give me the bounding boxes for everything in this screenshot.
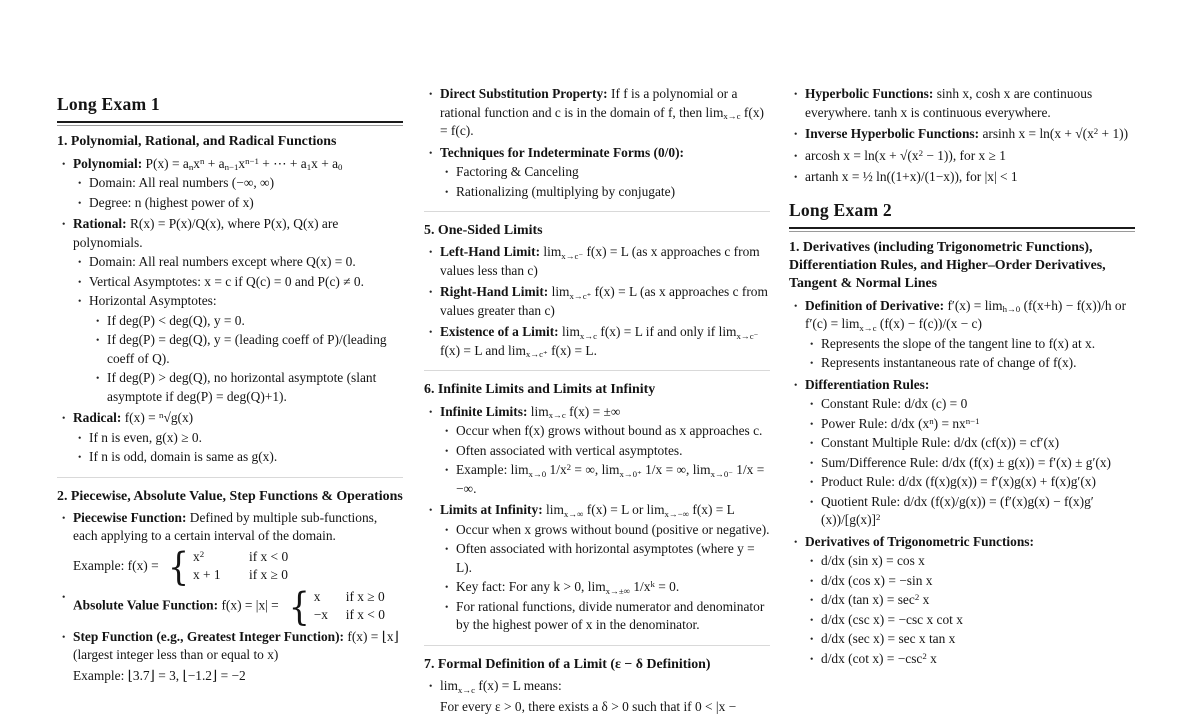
bullet-body: Often associated with horizontal asymptotes (where y = L). (456, 541, 755, 575)
bullet-body: Domain: All real numbers except where Q(x) = 0. (89, 254, 356, 270)
bullet-text (89, 253, 403, 272)
bullet-body: If n is odd, domain is same as g(x). (89, 449, 278, 465)
bullet-icon (429, 323, 440, 360)
case-expression: x + 1 (192, 567, 221, 583)
bullet-body: If deg(P) < deg(Q), y = 0. (107, 312, 245, 328)
bullet-body: Example: $\lim_{x\to 0} 1/x^2$ = ∞, $\lim_{x\to 0^+} 1/x$ = ∞, $\lim_{x\to 0^-} 1/x$ = −∞. (456, 462, 765, 496)
text-line: Example: ⌊3.7⌋ = 3, ⌊−1.2⌋ = −2 (73, 667, 246, 683)
bullet-body: Occur when x grows without bound (positive or negative). (456, 521, 770, 537)
bullet-text (456, 183, 770, 202)
bullet-body: Sum/Difference Rule: d/dx (f(x) ± g(x)) = f′(x) ± g′(x) (821, 454, 1112, 470)
bullet-icon (62, 588, 73, 625)
bullet-text (821, 650, 1135, 669)
bullet-icon (810, 415, 821, 434)
bullet-icon (429, 283, 440, 320)
bullet-body: For rational functions, divide numerator and denominator by the highest power of x in the denominator. (456, 598, 765, 633)
bullet-text (456, 163, 770, 182)
bullet-item (789, 473, 1135, 492)
bullet-item (789, 335, 1135, 354)
bullet-text (805, 125, 1135, 144)
bullet-text (821, 354, 1135, 373)
bullet-item (57, 273, 403, 292)
bullet-item (424, 283, 770, 320)
bullet-text (821, 611, 1135, 630)
bullet-text (456, 598, 770, 635)
bullet-item (57, 448, 403, 467)
bullet-icon (62, 155, 73, 174)
bullet-body: $\lim_{x\to c^+} f(x) = L$ (as x approaches c from values greater than c) (440, 284, 768, 318)
bullet-icon (445, 461, 456, 498)
section-divider (424, 370, 770, 371)
bullet-text (440, 677, 770, 696)
bullet-text (440, 501, 770, 520)
bullet-body: d/dx (cos x) = −sin x (821, 572, 933, 588)
bullet-lead: Left-Hand Limit: (440, 244, 541, 260)
bullet-text (805, 533, 1135, 552)
bullet-text (440, 85, 770, 141)
bullet-text (89, 194, 403, 213)
bullet-text (805, 85, 1135, 122)
bullet-item (789, 395, 1135, 414)
bullet-body: Often associated with vertical asymptotes. (456, 442, 683, 458)
bullet-lead: Derivatives of Trigonometric Functions: (805, 533, 1034, 549)
section-title: 5. One-Sided Limits (424, 223, 543, 238)
bullet-text (107, 369, 403, 406)
bullet-lead: Absolute Value Function: (73, 597, 219, 613)
bullet-body: If f is a polynomial or a rational function and c is in the domain of f, then $\lim_{x\to c} f(x) = f(c)$. (440, 86, 764, 138)
bullet-item (789, 85, 1135, 122)
bullet-text (89, 448, 403, 467)
bullet-body: Occur when f(x) grows without bound as x approaches c. (456, 423, 763, 439)
bullet-item (424, 461, 770, 498)
bullet-lead: Differentiation Rules: (805, 376, 930, 392)
bullet-body: If deg(P) = deg(Q), y = (leading coeff of P)/(leading coeff of Q). (107, 332, 387, 366)
bullet-icon (810, 335, 821, 354)
bullet-text (456, 521, 770, 540)
bullet-body: $\lim_{x\to\infty} f(x) = L$ or $\lim_{x\to-\infty} f(x) = L$ (546, 502, 735, 519)
bullet-text (89, 429, 403, 448)
bullet-body: d/dx (tan $x) = \sec^2 x$ (821, 592, 930, 608)
case-expression: x (313, 588, 321, 604)
bullet-item (789, 434, 1135, 453)
bullet-icon (445, 163, 456, 182)
bullet-icon (810, 630, 821, 649)
bullet-item (57, 292, 403, 311)
bullet-icon (810, 493, 821, 530)
bullet-body: d/dx (cot $x) = -\csc^2$ x (821, 650, 937, 666)
bullet-icon (810, 572, 821, 591)
bullet-icon (429, 144, 440, 163)
bullet-text (73, 584, 403, 629)
bullet-body: R(x) = P(x)/Q(x), where P(x), Q(x) are polynomials. (73, 216, 339, 250)
bullet-body: Constant Rule: d/dx (c) = 0 (821, 396, 968, 412)
bullet-text (821, 335, 1135, 354)
case-row (193, 548, 288, 567)
bullet-item (57, 429, 403, 448)
bullet-item (789, 415, 1135, 434)
section-divider (57, 477, 403, 478)
case-condition: if x < 0 (248, 548, 289, 564)
bullet-body: Constant Multiple Rule: d/dx (cf(x)) = cf′(x) (821, 435, 1060, 451)
piecewise-cases (57, 544, 403, 589)
bullet-text (73, 628, 403, 665)
bullet-text (440, 403, 770, 422)
bullet-icon (445, 183, 456, 202)
bullet-icon (810, 611, 821, 630)
bullet-body: Represents the slope of the tangent line to f(x) at x. (821, 335, 1096, 351)
case-condition: if x ≥ 0 (248, 567, 288, 583)
bullet-text (89, 174, 403, 193)
bullet-item (57, 155, 403, 174)
left-brace-icon: { (288, 584, 310, 629)
bullet-icon (445, 540, 456, 577)
bullet-item (424, 521, 770, 540)
cases-intro: Example: f(x) = (73, 558, 162, 574)
bullet-text (821, 473, 1135, 492)
bullet-icon (794, 85, 805, 122)
bullet-item (424, 598, 770, 635)
bullet-item (424, 578, 770, 597)
bullet-lead: Inverse Hyperbolic Functions: (805, 126, 980, 141)
bullet-item (789, 125, 1135, 144)
bullet-item (57, 331, 403, 368)
bullet-body: Vertical Asymptotes: x = c if Q(c) = 0 and P(c) ≠ 0. (89, 273, 364, 289)
bullet-lead: Hyperbolic Functions: (805, 86, 934, 101)
bullet-text (805, 147, 1135, 166)
bullet-body: d/dx (csc x) = −csc x cot x (821, 611, 963, 627)
bullet-body: $f'(x) = \lim_{h\to 0} (f(x+h) - f(x))/h$ or $f'(c) = \lim_{x\to c} (f(x) - f(c))/(x - c)$ (805, 297, 1127, 333)
bullet-body: Rationalizing (multiplying by conjugate) (456, 183, 676, 199)
bullet-icon (445, 521, 456, 540)
bullet-body: $\lim_{x\to c} f(x) = L$ if and only if $\lim_{x\to c^-} f(x) = L$ and $\lim_{x\to c^+} f(x) = L$. (440, 324, 759, 360)
bullet-text (821, 493, 1135, 530)
bullet-icon (445, 442, 456, 461)
column-left (57, 82, 403, 685)
bullet-body: Represents instantaneous rate of change of f(x). (821, 355, 1077, 371)
bullet-icon (62, 215, 73, 252)
bullet-lead: Limits at Infinity: (440, 502, 543, 518)
bullet-text (805, 376, 1135, 395)
bullet-item (789, 147, 1135, 166)
bullet-lead: Rational: (73, 216, 127, 232)
bullet-item (789, 572, 1135, 591)
column-middle (424, 82, 770, 716)
bullet-body: Degree: n (highest power of x) (89, 194, 254, 210)
bullet-icon (794, 376, 805, 395)
bullet-item (57, 215, 403, 252)
bullet-body: f(x) = $^n$√g(x) (124, 410, 194, 426)
bullet-icon (96, 312, 107, 331)
bullet-icon (810, 454, 821, 473)
bullet-text (821, 630, 1135, 649)
bullet-body: $\lim_{x\to c} f(x) = L$ means: (440, 678, 562, 695)
bullet-body: Defined by multiple sub-functions, each applying to a certain interval of the domain. (73, 509, 378, 544)
bullet-lead: Definition of Derivative: (805, 297, 945, 313)
bullet-body: artanh x = ½ ln((1+x)/(1−x)), for |x| < 1 (805, 169, 1018, 184)
bullet-item (57, 409, 403, 428)
bullet-text (107, 331, 403, 368)
bullet-text (456, 540, 770, 577)
piecewise-cases (283, 584, 385, 629)
bullet-item (424, 183, 770, 202)
bullet-item (789, 493, 1135, 530)
bullet-icon (78, 273, 89, 292)
bullet-text (821, 591, 1135, 610)
bullet-item (424, 540, 770, 577)
bullet-icon (794, 125, 805, 144)
bullet-text (89, 273, 403, 292)
bullet-icon (810, 591, 821, 610)
bullet-item (789, 297, 1135, 334)
bullet-item (424, 422, 770, 441)
bullet-item (57, 369, 403, 406)
bullet-text (456, 461, 770, 498)
bullet-text (73, 215, 403, 252)
bullet-text (73, 509, 403, 546)
bullet-text (440, 323, 770, 360)
left-brace-icon: { (167, 544, 189, 589)
bullet-item (424, 163, 770, 182)
bullet-item (424, 403, 770, 422)
bullet-item (57, 628, 403, 665)
bullet-body: If n is even, g(x) ≥ 0. (89, 429, 202, 445)
section-title: 1. Derivatives (including Trigonometric Functions), Differentiation Rules, and Higher–Order Derivatives, Tangent & Normal Lines (789, 239, 1106, 292)
bullet-icon (794, 168, 805, 187)
bullet-text (821, 395, 1135, 414)
bullet-item (57, 253, 403, 272)
bullet-body: Product Rule: d/dx (f(x)g(x)) = f′(x)g(x) + f(x)g′(x) (821, 474, 1096, 490)
bullet-body: Horizontal Asymptotes: (89, 293, 217, 309)
bullet-item (789, 354, 1135, 373)
bullet-body: sinh x, cosh x are continuous everywhere. tanh x is continuous everywhere. (805, 86, 1093, 120)
bullet-lead: Techniques for Indeterminate Forms (0/0): (440, 144, 684, 160)
bullet-item (789, 533, 1135, 552)
bullet-icon (62, 409, 73, 428)
bullet-icon (810, 354, 821, 373)
bullet-item (424, 85, 770, 141)
bullet-lead: Radical: (73, 410, 122, 426)
bullet-item (424, 323, 770, 360)
bullet-body: $\lim_{x\to c} f(x)$ = ±∞ (530, 403, 621, 421)
text-line: For every ε > 0, there exists a δ > 0 such that if 0 < |x − (440, 698, 737, 714)
bullet-body: f(x) = |x| = (221, 597, 279, 613)
bullet-text (821, 415, 1135, 434)
column-right (789, 82, 1135, 668)
bullet-body: Power Rule: d/dx $(x^n) = nx^{n-1}$ (821, 415, 980, 431)
bullet-item (57, 312, 403, 331)
bullet-text (73, 409, 403, 428)
bullet-text (821, 434, 1135, 453)
bullet-icon (429, 403, 440, 422)
bullet-text (456, 442, 770, 461)
bullet-icon (78, 448, 89, 467)
bullet-item (789, 552, 1135, 571)
bullet-text (73, 155, 403, 174)
bullet-lead: Existence of a Limit: (440, 324, 559, 340)
bullet-body: Key fact: For any k > 0, $\lim_{x\to\pm\infty} 1/x^k = 0$. (456, 579, 680, 596)
bullet-icon (62, 509, 73, 546)
bullet-icon (445, 598, 456, 635)
bullet-item (789, 454, 1135, 473)
bullet-item (789, 591, 1135, 610)
bullet-text (821, 454, 1135, 473)
section-title: 2. Piecewise, Absolute Value, Step Functions & Operations (57, 488, 403, 504)
bullet-icon (794, 533, 805, 552)
bullet-icon (445, 422, 456, 441)
bullet-item (424, 501, 770, 520)
bullet-icon (810, 650, 821, 669)
bullet-text (440, 144, 770, 163)
section-divider (424, 645, 770, 646)
case-condition: if x < 0 (345, 607, 385, 623)
bullet-item (424, 677, 770, 696)
bullet-body: Quotient Rule: d/dx $(f(x)/g(x)) = (f'(x)g(x) - f(x)g'(x))/[g(x)]^2$ (821, 493, 1094, 528)
bullet-icon (78, 194, 89, 213)
bullet-item (57, 509, 403, 546)
bullet-icon (429, 501, 440, 520)
bullet-lead: Step Function (e.g., Greatest Integer Function): (73, 628, 345, 644)
bullet-item (789, 630, 1135, 649)
bullet-item (57, 584, 403, 629)
bullet-body: $\lim_{x\to c^-} f(x) = L$ (as x approaches c from values less than c) (440, 244, 760, 278)
bullet-body: If deg(P) > deg(Q), no horizontal asymptote (slant asymptote if deg(P) = deg(Q)+1). (107, 370, 377, 404)
bullet-icon (78, 429, 89, 448)
bullet-icon (429, 85, 440, 141)
bullet-lead: Infinite Limits: (440, 403, 528, 419)
bullet-text (440, 283, 770, 320)
bullet-item (57, 194, 403, 213)
bullet-item (424, 243, 770, 280)
bullet-body: arsinh $x = \ln(x + √(x^2 + 1))$ (982, 126, 1129, 141)
bullet-icon (96, 331, 107, 368)
bullet-icon (96, 369, 107, 406)
bullet-text (107, 312, 403, 331)
bullet-icon (794, 297, 805, 334)
bullet-body: f(x) = ⌊x⌋ (largest integer less than or equal to x) (73, 628, 399, 663)
bullet-lead: Polynomial: (73, 155, 143, 171)
section-title: 7. Formal Definition of a Limit (ε − δ Definition) (424, 656, 711, 672)
bullet-icon (445, 578, 456, 597)
bullet-body: Domain: All real numbers (−∞, ∞) (89, 175, 275, 191)
bullet-lead: Direct Substitution Property: (440, 86, 608, 101)
bullet-icon (429, 243, 440, 280)
bullet-item (57, 174, 403, 193)
bullet-lead: Right-Hand Limit: (440, 284, 549, 300)
bullet-text (456, 422, 770, 441)
bullet-text (805, 297, 1135, 334)
bullet-icon (429, 677, 440, 696)
bullet-icon (78, 174, 89, 193)
case-expression: −x (313, 607, 328, 623)
bullet-item (424, 442, 770, 461)
bullet-text (89, 292, 403, 311)
bullet-icon (794, 147, 805, 166)
bullet-icon (810, 434, 821, 453)
bullet-item (789, 168, 1135, 187)
bullet-icon (78, 253, 89, 272)
bullet-body: Factoring & Canceling (456, 164, 579, 179)
section-divider (424, 211, 770, 212)
case-condition: if x ≥ 0 (345, 588, 385, 604)
exam-title: Long Exam 1 (57, 92, 403, 123)
bullet-icon (810, 473, 821, 492)
cases-rows (314, 588, 385, 625)
bullet-text (440, 243, 770, 280)
case-row (314, 588, 385, 607)
exam-title: Long Exam 2 (789, 198, 1135, 229)
bullet-icon (78, 292, 89, 311)
bullet-text (805, 168, 1135, 187)
case-row (193, 566, 288, 585)
bullet-text (821, 572, 1135, 591)
bullet-lead: Piecewise Function: (73, 509, 187, 525)
case-row (314, 606, 385, 625)
bullet-body: arcosh $x = \ln(x + √(x^2 - 1))$, for x ≥ 1 (805, 147, 1006, 163)
section-title: 1. Polynomial, Rational, and Radical Functions (57, 134, 337, 150)
bullet-item (789, 650, 1135, 669)
case-expression: $x^2$ (192, 548, 205, 564)
cases-rows (193, 548, 288, 585)
bullet-body: d/dx (sin x) = cos x (821, 553, 925, 569)
bullet-text (821, 552, 1135, 571)
bullet-item (424, 144, 770, 163)
bullet-body: $P(x) = a_nx^n + a_{n-1}x^{n-1}$ + ⋯ + $a_1x + a_0$ (145, 155, 343, 173)
bullet-body: d/dx (sec x) = sec x tan x (821, 631, 956, 647)
bullet-item (789, 611, 1135, 630)
section-title: 6. Infinite Limits and Limits at Infinity (424, 382, 656, 398)
bullet-icon (62, 628, 73, 665)
bullet-text (456, 578, 770, 597)
bullet-icon (810, 552, 821, 571)
bullet-icon (810, 395, 821, 414)
bullet-item (789, 376, 1135, 395)
